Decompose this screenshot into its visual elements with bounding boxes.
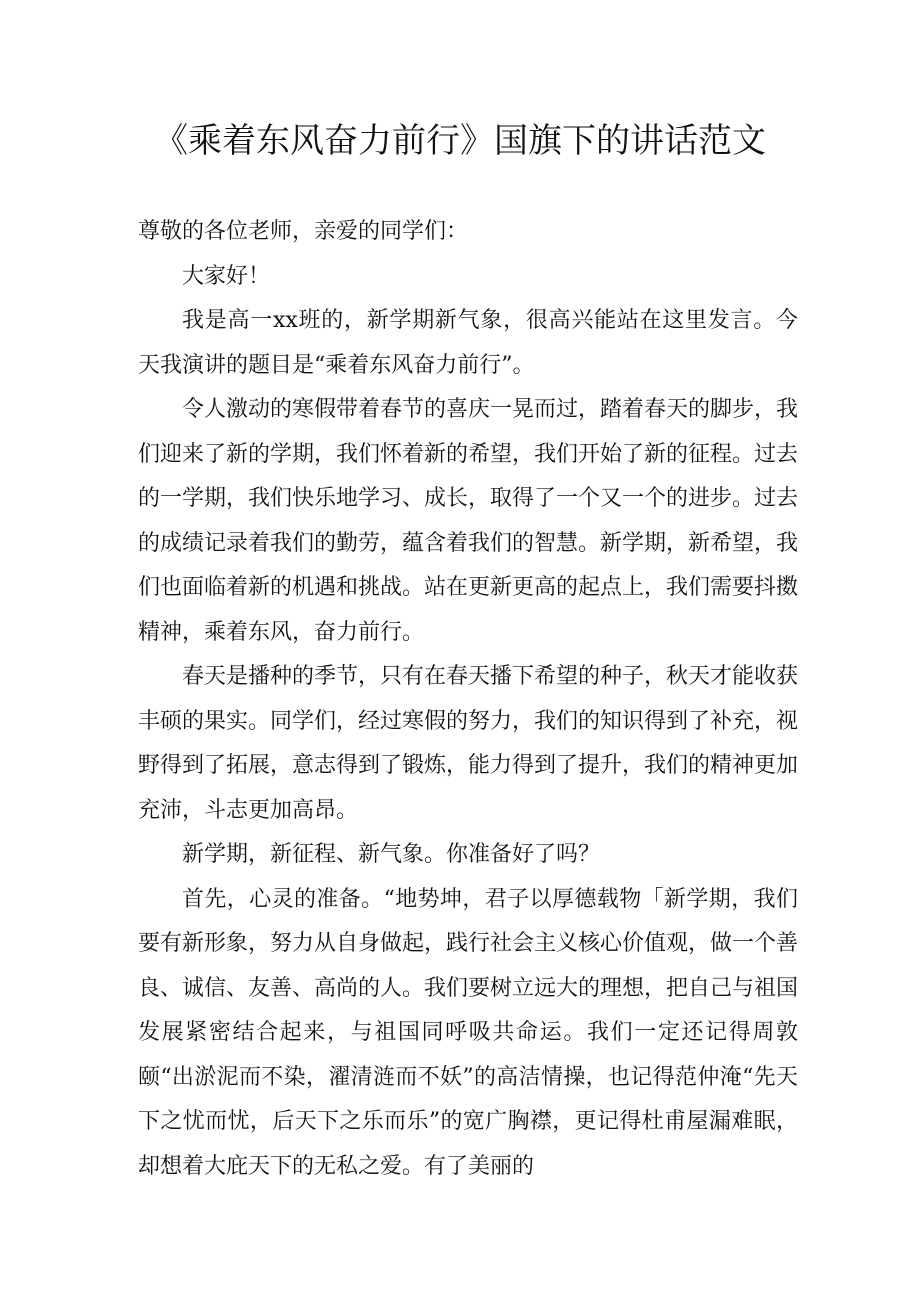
salutation: 尊敬的各位老师，亲爱的同学们： [138, 219, 469, 244]
paragraph-preparation: 首先，心灵的准备。“地势坤，君子以厚德载物「新学期，我们要有新形象，努力从自身做起，践行社会主义核心价值观，做一个善良、诚信、友善、高尚的人。我们要树立远大的理想，把自己与祖国发展紧密结合起来，与祖国同呼吸共命运。我们一定还记得周敦颐“出淤泥而不染，濯清涟而不妖”的高洁情操，也记得范仲淹“先天下之忧而忧，后天下之乐而乐”的宽广胸襟，更记得杜甫屋漏难眠，却想着大庇天下的无私之爱。有了美丽的 [138, 886, 799, 1179]
document-body [138, 210, 798, 1189]
paragraph-introduction: 我是高一xx班的，新学期新气象，很高兴能站在这里发言。今天我演讲的题目是“乘着东风奋力前行”。 [138, 308, 798, 378]
document-title: 《乘着东风奋力前行》国旗下的讲话范文 [154, 121, 766, 161]
paragraph-new-semester: 令人激动的寒假带着春节的喜庆一晃而过，踏着春天的脚步，我们迎来了新的学期，我们怀着新的希望，我们开始了新的征程。过去的一学期，我们快乐地学习、成长，取得了一个又一个的进步。过去的成绩记录着我们的勤劳，蕴含着我们的智慧。新学期，新希望，我们也面临着新的机遇和挑战。站在更新更高的起点上，我们需要抖擞精神，乘着东风，奋力前行。 [138, 397, 799, 645]
paragraph-spring: 春天是播种的季节，只有在春天播下希望的种子，秋天才能收获丰硕的果实。同学们，经过寒假的努力，我们的知识得到了补充，视野得到了拓展，意志得到了锻炼，能力得到了提升，我们的精神更加充沛，斗志更加高昂。 [138, 664, 799, 823]
paragraph-question: 新学期，新征程、新气象。你准备好了吗？ [182, 842, 601, 867]
paragraph-greeting: 大家好！ [182, 263, 271, 289]
